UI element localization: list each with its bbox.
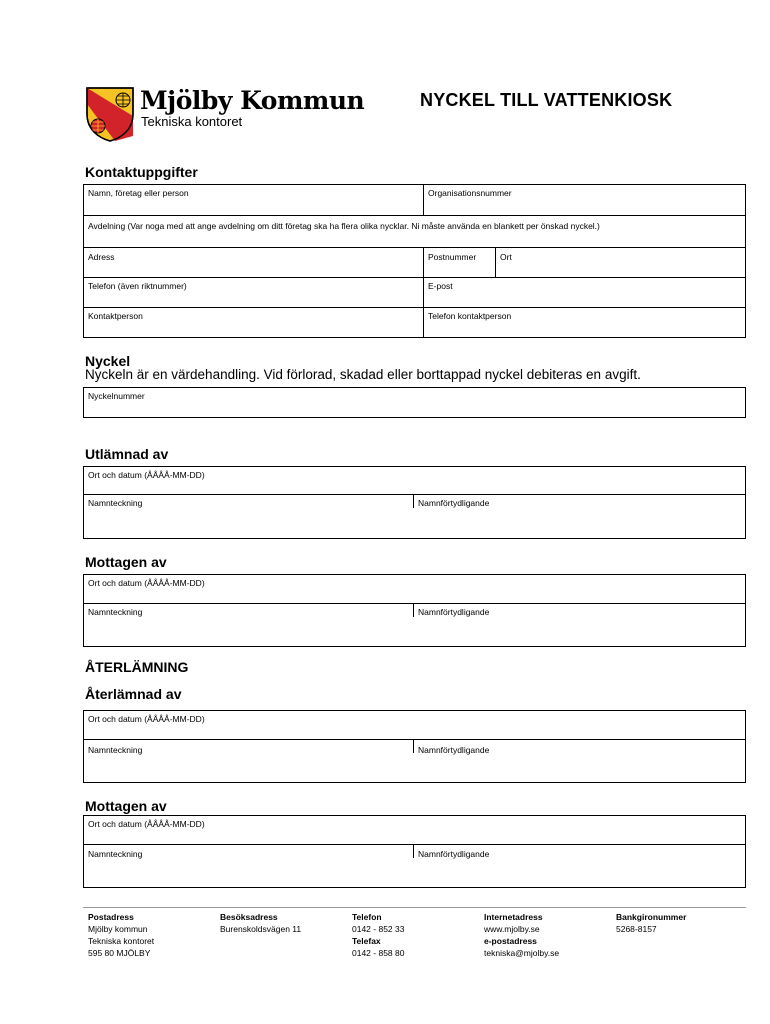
section-title-mottagen: Mottagen av [85, 554, 167, 570]
mottagen-retur-table [83, 815, 746, 888]
orgnr-field[interactable] [424, 185, 745, 215]
avdelning-label: Avdelning (Var noga med att ange avdelning om ditt företag ska ha flera olika nycklar. Ni måste använda en blankett per önskad nyckel.) [88, 221, 600, 231]
postnummer-label: Postnummer [428, 252, 477, 262]
postnummer-field[interactable] [424, 248, 495, 277]
namn-field[interactable] [84, 185, 423, 215]
footer-bankgiro [616, 911, 686, 935]
footer-internet [484, 911, 559, 959]
mottagen-retur-namnfortydligande-field[interactable] [414, 845, 745, 887]
section-title-aterlamnad: Återlämnad av [85, 686, 182, 702]
document-title: NYCKEL TILL VATTENKIOSK [420, 90, 673, 110]
utlamnad-table [83, 466, 746, 539]
ort-field[interactable] [496, 248, 745, 277]
mottagen-ort-datum-field[interactable] [84, 575, 745, 603]
utlamnad-namnfortydligande-field[interactable] [414, 495, 745, 538]
telefon-kontaktperson-label: Telefon kontaktperson [428, 311, 512, 321]
namnteckning-label: Namnteckning [88, 498, 143, 508]
orgnr-label: Organisationsnummer [428, 188, 512, 198]
footer-text: Mjölby kommun [88, 924, 148, 934]
footer-besoksadress [220, 911, 301, 935]
footer-heading: Telefax [352, 936, 381, 946]
aterlamnad-ort-datum-field[interactable] [84, 711, 745, 739]
namnteckning-label: Namnteckning [88, 745, 143, 755]
telefon-field[interactable] [84, 278, 423, 307]
nyckel-notice: Nyckeln är en värdehandling. Vid förlorad, skadad eller borttappad nyckel debiteras en avgift. [85, 367, 641, 382]
mottagen-namnfortydligande-field[interactable] [414, 604, 745, 646]
kontaktperson-label: Kontaktperson [88, 311, 143, 321]
coat-of-arms-icon [85, 86, 135, 142]
nyckelnummer-label: Nyckelnummer [88, 391, 145, 401]
namn-label: Namn, företag eller person [88, 188, 189, 198]
adress-field[interactable] [84, 248, 423, 277]
mottagen-table [83, 574, 746, 647]
epost-label: E-post [428, 281, 453, 291]
aterlamnad-namnfortydligande-field[interactable] [414, 740, 745, 782]
ort-datum-label: Ort och datum (ÅÅÅÅ-MM-DD) [88, 578, 205, 588]
footer-heading: e-postadress [484, 936, 537, 946]
footer-telefon [352, 911, 404, 959]
namnfortydligande-label: Namnförtydligande [418, 849, 490, 859]
ort-label: Ort [500, 252, 512, 262]
section-title-mottagen-retur: Mottagen av [85, 798, 167, 814]
nyckelnummer-field[interactable] [83, 387, 746, 418]
organization-name: Mjölby Kommun [140, 86, 365, 115]
kontaktperson-field[interactable] [84, 308, 423, 337]
section-title-aterlamning: ÅTERLÄMNING [85, 659, 189, 675]
namnteckning-label: Namnteckning [88, 849, 143, 859]
utlamnad-namnteckning-field[interactable] [84, 495, 413, 538]
footer-postadress [88, 911, 154, 959]
namnfortydligande-label: Namnförtydligande [418, 745, 490, 755]
mottagen-retur-ort-datum-field[interactable] [84, 816, 745, 844]
aterlamnad-namnteckning-field[interactable] [84, 740, 413, 782]
footer-text: 5268-8157 [616, 924, 657, 934]
aterlamnad-table [83, 710, 746, 783]
epost-field[interactable] [424, 278, 745, 307]
footer-text: Tekniska kontoret [88, 936, 155, 946]
telefon-label: Telefon (även riktnummer) [88, 281, 187, 291]
footer-text: 0142 - 858 80 [352, 948, 405, 958]
ort-datum-label: Ort och datum (ÅÅÅÅ-MM-DD) [88, 714, 205, 724]
footer-heading: Postadress [88, 912, 134, 922]
footer-text: 595 80 MJÖLBY [88, 948, 151, 958]
contact-table [83, 184, 746, 338]
namnteckning-label: Namnteckning [88, 607, 143, 617]
namnfortydligande-label: Namnförtydligande [418, 607, 490, 617]
telefon-kontaktperson-field[interactable] [424, 308, 745, 337]
footer-heading: Besöksadress [220, 912, 278, 922]
footer-heading: Telefon [352, 912, 382, 922]
mottagen-namnteckning-field[interactable] [84, 604, 413, 646]
website-link[interactable]: www.mjolby.se [484, 924, 540, 934]
section-title-nyckel: Nyckel [85, 353, 131, 369]
footer-divider [83, 907, 746, 908]
section-title-utlamnad: Utlämnad av [85, 446, 169, 462]
footer-heading: Bankgironummer [616, 912, 687, 922]
section-title-kontakt: Kontaktuppgifter [85, 164, 198, 180]
avdelning-field[interactable] [84, 216, 745, 247]
footer-text: 0142 - 852 33 [352, 924, 405, 934]
utlamnad-ort-datum-field[interactable] [84, 467, 745, 494]
footer-heading: Internetadress [484, 912, 543, 922]
mottagen-retur-namnteckning-field[interactable] [84, 845, 413, 887]
namnfortydligande-label: Namnförtydligande [418, 498, 490, 508]
ort-datum-label: Ort och datum (ÅÅÅÅ-MM-DD) [88, 819, 205, 829]
department-name: Tekniska kontoret [141, 114, 243, 129]
footer-text: Burenskoldsvägen 11 [220, 924, 302, 934]
ort-datum-label: Ort och datum (ÅÅÅÅ-MM-DD) [88, 470, 205, 480]
adress-label: Adress [88, 252, 115, 262]
email-link[interactable]: tekniska@mjolby.se [484, 948, 560, 958]
